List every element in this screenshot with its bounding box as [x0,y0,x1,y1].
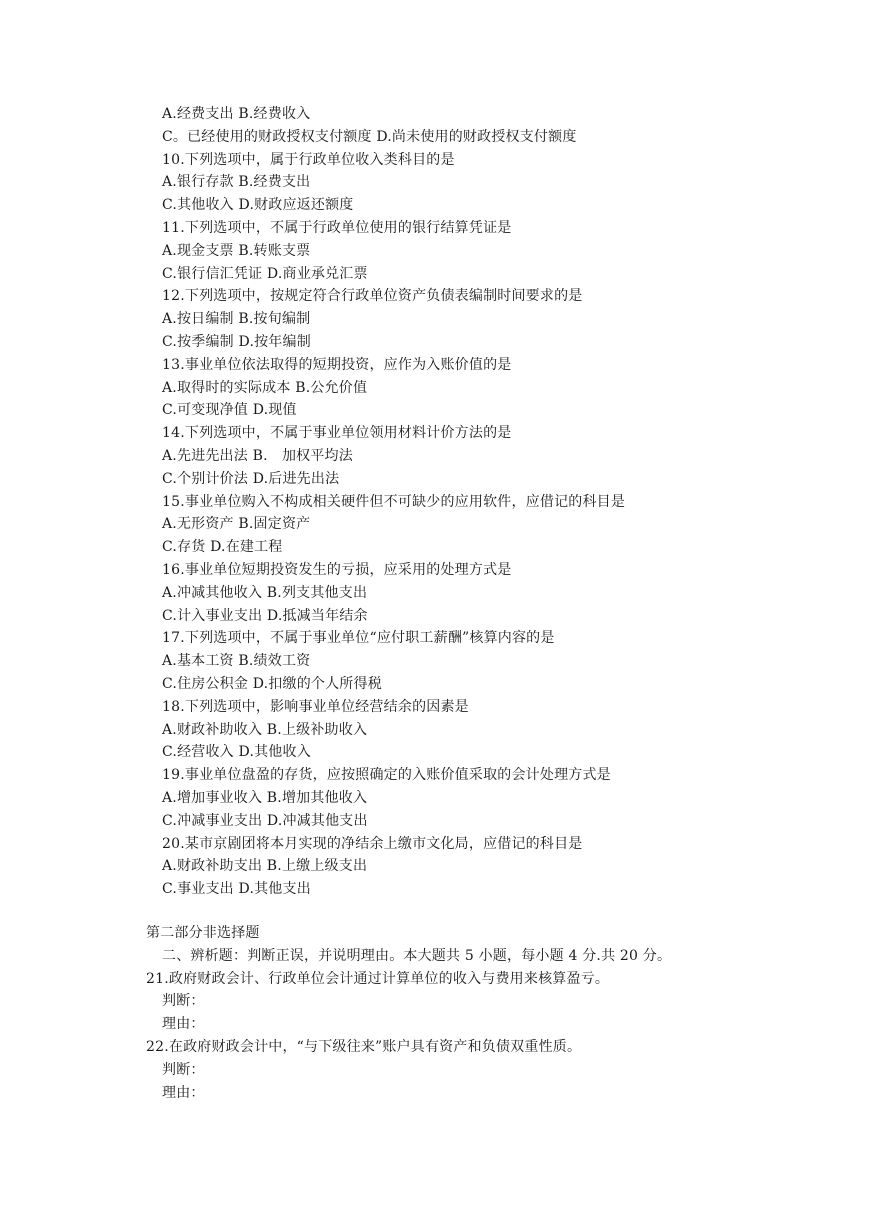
question-line: 17.下列选项中，不属于事业单位“应付职工薪酬”核算内容的是 [162,630,555,647]
question-line: 14.下列选项中，不属于事业单位领用材料计价方法的是 [162,425,512,442]
option-line: C.其他收入 D.财政应返还额度 [162,197,354,214]
question-line: 21.政府财政会计、行政单位会计通过计算单位的收入与费用来核算盈亏。 [146,970,610,987]
option-line: C.个别计价法 D.后进先出法 [162,470,340,487]
answer-prompt: 理由： [162,1016,205,1033]
option-line: C。已经使用的财政授权支付额度 D.尚未使用的财政授权支付额度 [162,128,577,145]
option-line: C.计入事业支出 D.抵减当年结余 [162,607,368,624]
option-line: C.事业支出 D.其他支出 [162,881,311,898]
option-line: A.先进先出法 B. 加权平均法 [162,447,353,464]
option-line: A.银行存款 B.经费支出 [162,174,311,191]
answer-prompt: 判断： [162,1061,205,1078]
option-line: A.无形资产 B.固定资产 [162,516,311,533]
option-line: A.增加事业收入 B.增加其他收入 [162,789,368,806]
option-line: C.银行信汇凭证 D.商业承兑汇票 [162,265,368,282]
option-line: A.基本工资 B.绩效工资 [162,653,311,670]
option-line: A.财政补助支出 B.上缴上级支出 [162,858,368,875]
option-line: C.住房公积金 D.扣缴的个人所得税 [162,675,382,692]
question-line: 22.在政府财政会计中，“与下级往来”账户具有资产和负债双重性质。 [146,1038,582,1055]
option-line: C.可变现净值 D.现值 [162,402,297,419]
question-line: 15.事业单位购入不构成相关硬件但不可缺少的应用软件，应借记的科目是 [162,493,626,510]
option-line: C.冲减事业支出 D.冲减其他支出 [162,812,368,829]
option-line: A.经费支出 B.经费收入 [162,106,311,122]
part1-multiple-choice [0,103,869,901]
question-line: 19.事业单位盘盈的存货，应按照确定的入账价值采取的会计处理方式是 [162,767,611,784]
option-line: A.现金支票 B.转账支票 [162,242,311,259]
question-line: 20.某市京剧团将本月实现的净结余上缴市文化局，应借记的科目是 [162,835,583,852]
section-instructions: 二、辨析题：判断正误，并说明理由。本大题共 5 小题，每小题 4 分.共 20 分。 [162,947,672,964]
question-line: 16.事业单位短期投资发生的亏损，应采用的处理方式是 [162,561,512,578]
section-title: 第二部分非选择题 [146,925,260,941]
option-line: A.财政补助收入 B.上级补助收入 [162,721,368,738]
option-line: C.按季编制 D.按年编制 [162,333,311,350]
part2-section [0,922,869,1104]
option-line: C.存货 D.在建工程 [162,539,283,556]
option-line: A.冲减其他收入 B.列支其他支出 [162,584,368,601]
question-line: 13.事业单位依法取得的短期投资，应作为入账价值的是 [162,356,512,373]
answer-prompt: 理由： [162,1084,205,1101]
option-line: C.经营收入 D.其他收入 [162,744,311,761]
question-line: 12.下列选项中，按规定符合行政单位资产负债表编制时间要求的是 [162,288,583,305]
answer-prompt: 判断： [162,993,205,1010]
question-line: 18.下列选项中，影响事业单位经营结余的因素是 [162,698,469,715]
question-line: 11.下列选项中，不属于行政单位使用的银行结算凭证是 [162,219,512,236]
option-line: A.取得时的实际成本 B.公允价值 [162,379,368,396]
part2-lines [0,945,869,1105]
question-line: 10.下列选项中，属于行政单位收入类科目的是 [162,151,455,168]
option-line: A.按日编制 B.按旬编制 [162,311,311,328]
